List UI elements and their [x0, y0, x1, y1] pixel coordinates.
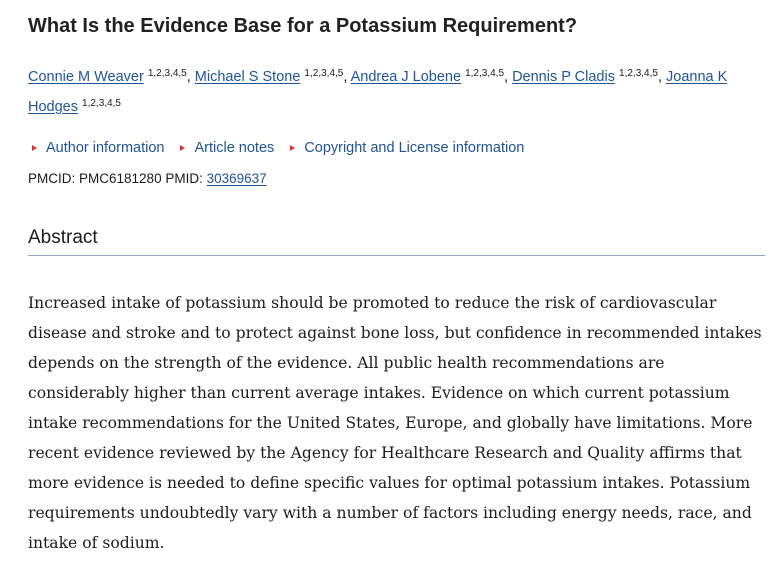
author-link[interactable]: Dennis P Cladis — [512, 69, 615, 85]
copyright-license-label: Copyright and License information — [304, 140, 525, 156]
author-affiliations[interactable]: 1,2,3,4,5 — [619, 68, 658, 79]
pmid-label: PMID: — [165, 171, 203, 186]
abstract-heading: Abstract — [28, 227, 98, 248]
author-affiliations[interactable]: 1,2,3,4,5 — [465, 68, 505, 79]
triangle-right-icon — [180, 145, 185, 151]
author-affiliations[interactable]: 1,2,3,4,5 — [147, 68, 187, 79]
author-entry — [351, 69, 512, 85]
triangle-right-icon — [290, 145, 295, 151]
author-link[interactable]: Connie M Weaver — [28, 69, 144, 85]
article-identifiers — [28, 171, 267, 186]
author-entry — [512, 69, 666, 85]
article-title: What Is the Evidence Base for a Potassium Requirement? — [28, 15, 578, 37]
author-entry — [195, 69, 351, 85]
pmid-link[interactable]: 30369637 — [206, 171, 267, 186]
author-list — [28, 62, 738, 122]
author-link[interactable]: Michael S Stone — [194, 69, 301, 85]
author-affiliations[interactable]: 1,2,3,4,5 — [82, 98, 121, 109]
author-entry — [28, 69, 195, 85]
abstract-text: Increased intake of potassium should be promoted to reduce the risk of cardiovascular disease and stroke and to protect against bone loss, but confidence in recommended intakes depends on the strength of the evidence. All public health recommendations are considerably higher than current average intakes. Evidence on which current potassium intake recommendations for the United States, Europe, and globally have limitations. More recent evidence reviewed by the Agency for Healthcare Research and Quality affirms that more evidence is needed to define specific values for optimal potassium intakes. Potassium requirements undoubtedly vary with a number of factors including energy needs, race, and intake of sodium. — [28, 294, 762, 552]
author-affiliations[interactable]: 1,2,3,4,5 — [304, 68, 344, 79]
article-info-toggles — [28, 140, 524, 156]
author-information-toggle[interactable] — [28, 140, 164, 156]
article-notes-toggle[interactable] — [176, 140, 274, 156]
pmcid-value: PMC6181280 — [79, 171, 162, 186]
author-information-label: Author information — [46, 140, 165, 156]
author-link[interactable]: Andrea J Lobene — [350, 69, 462, 85]
article-notes-label: Article notes — [194, 140, 275, 156]
copyright-license-toggle[interactable] — [286, 140, 524, 156]
author-link[interactable]: Joanna K Hodges — [28, 69, 728, 115]
author-separator: , — [657, 69, 666, 85]
author-separator: , — [186, 69, 195, 85]
triangle-right-icon — [32, 145, 37, 151]
pmcid-label: PMCID: — [28, 171, 76, 186]
author-separator: , — [504, 69, 513, 85]
author-separator: , — [343, 69, 351, 85]
abstract-divider — [28, 255, 765, 256]
